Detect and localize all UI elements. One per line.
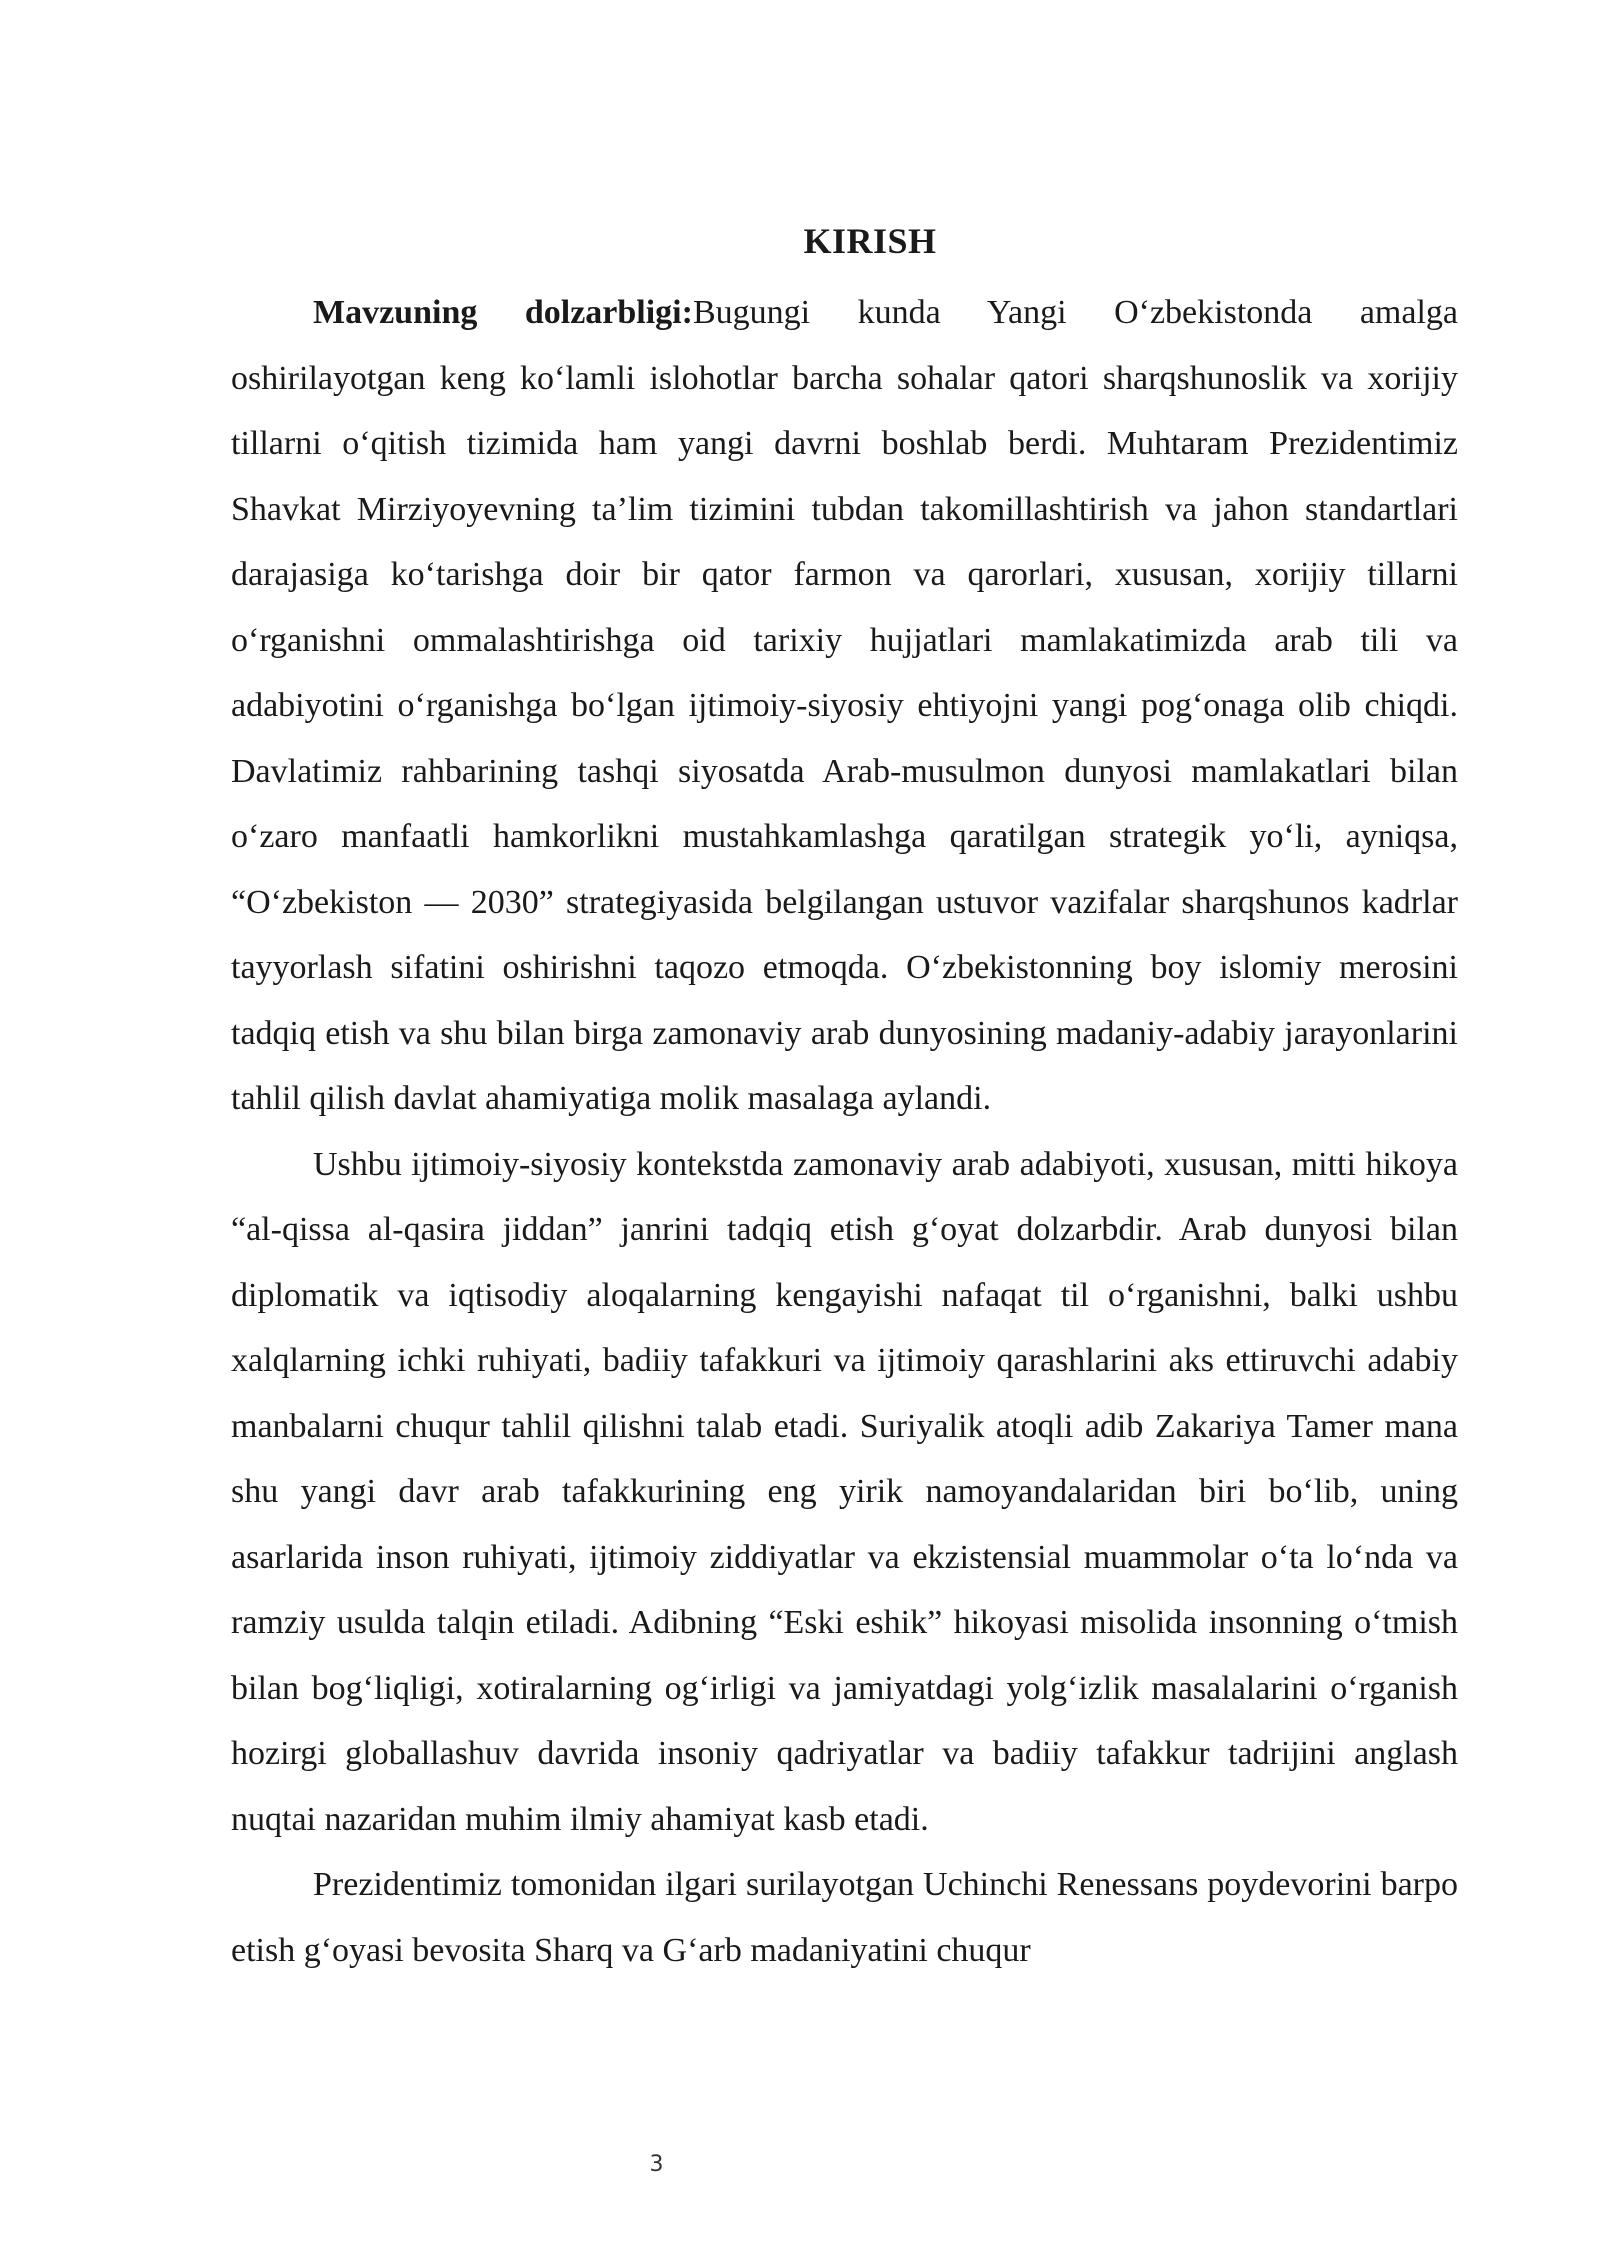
paragraph-context [231, 1132, 1458, 1853]
paragraph-text: Bugungi kunda Yangi O‘zbekistonda amalga oshirilayotgan keng ko‘lamli islohotlar barcha sohalar qatori sharqshunoslik va xorijiy tillarni o‘qitish tizimida ham yangi davrni boshlab berdi. Muhtaram Prezidentimiz Shavkat Mirziyoyevning ta’lim tizimini tubdan takomillashtirish va jahon standartlari darajasiga ko‘tarishga doir bir qator farmon va qarorlari, xususan, xorijiy tillarni o‘rganishni ommalashtirishga oid tarixiy hujjatlari mamlakatimizda arab tili va adabiyotini o‘rganishga bo‘lgan ijtimoiy-siyosiy ehtiyojni yangi pog‘onaga olib chiqdi. Davlatimiz rahbarining tashqi siyosatda Arab-musulmon dunyosi mamlakatlari bilan o‘zaro manfaatli hamkorlikni mustahkamlashga qaratilgan strategik yo‘li, ayniqsa, “O‘zbekiston — 2030” strategiyasida belgilangan ustuvor vazifalar sharqshunos kadrlar tayyorlash sifatini oshirishni taqozo etmoqda. O‘zbekistonning boy islomiy merosini tadqiq etish va shu bilan birga zamonaviy arab dunyosining madaniy-adabiy jarayonlarini tahlil qilish davlat ahamiyatiga molik masalaga aylandi. [231, 294, 1459, 1117]
body-text [231, 280, 1458, 1983]
section-heading: KIRISH [803, 221, 937, 261]
page-number: 3 [649, 2152, 664, 2177]
paragraph-text: Prezidentimiz tomonidan ilgari surilayotgan Uchinchi Renessans poydevorini barpo etish g‘oyasi bevosita Sharq va G‘arb madaniyatini chuqur [231, 1866, 1458, 1969]
paragraph-renaissance [231, 1852, 1458, 1983]
paragraph-relevance [231, 280, 1458, 1132]
paragraph-text: Ushbu ijtimoiy-siyosiy kontekstda zamonaviy arab adabiyoti, xususan, mitti hikoya “al-qissa al-qasira jiddan” janrini tadqiq etish g‘oyat dolzarbdir. Arab dunyosi bilan diplomatik va iqtisodiy aloqalarning kengayishi nafaqat til o‘rganishni, balki ushbu xalqlarning ichki ruhiyati, badiiy tafakkuri va ijtimoiy qarashlarini aks ettiruvchi adabiy manbalarni chuqur tahlil qilishni talab etadi. Suriyalik atoqli adib Zakariya Tamer mana shu yangi davr arab tafakkurining eng yirik namoyandalaridan biri bo‘lib, uning asarlarida inson ruhiyati, ijtimoiy ziddiyatlar va ekzistensial muammolar o‘ta lo‘nda va ramziy usulda talqin etiladi. Adibning “Eski eshik” hikoyasi misolida insonning o‘tmish bilan bog‘liqligi, xotiralarning og‘irligi va jamiyatdagi yolg‘izlik masalalarini o‘rganish hozirgi globallashuv davrida insoniy qadriyatlar va badiiy tafakkur tadrijini anglash nuqtai nazaridan muhim ilmiy ahamiyat kasb etadi. [231, 1145, 1458, 1838]
paragraph-lead: Mavzuning dolzarbligi: [313, 294, 693, 331]
